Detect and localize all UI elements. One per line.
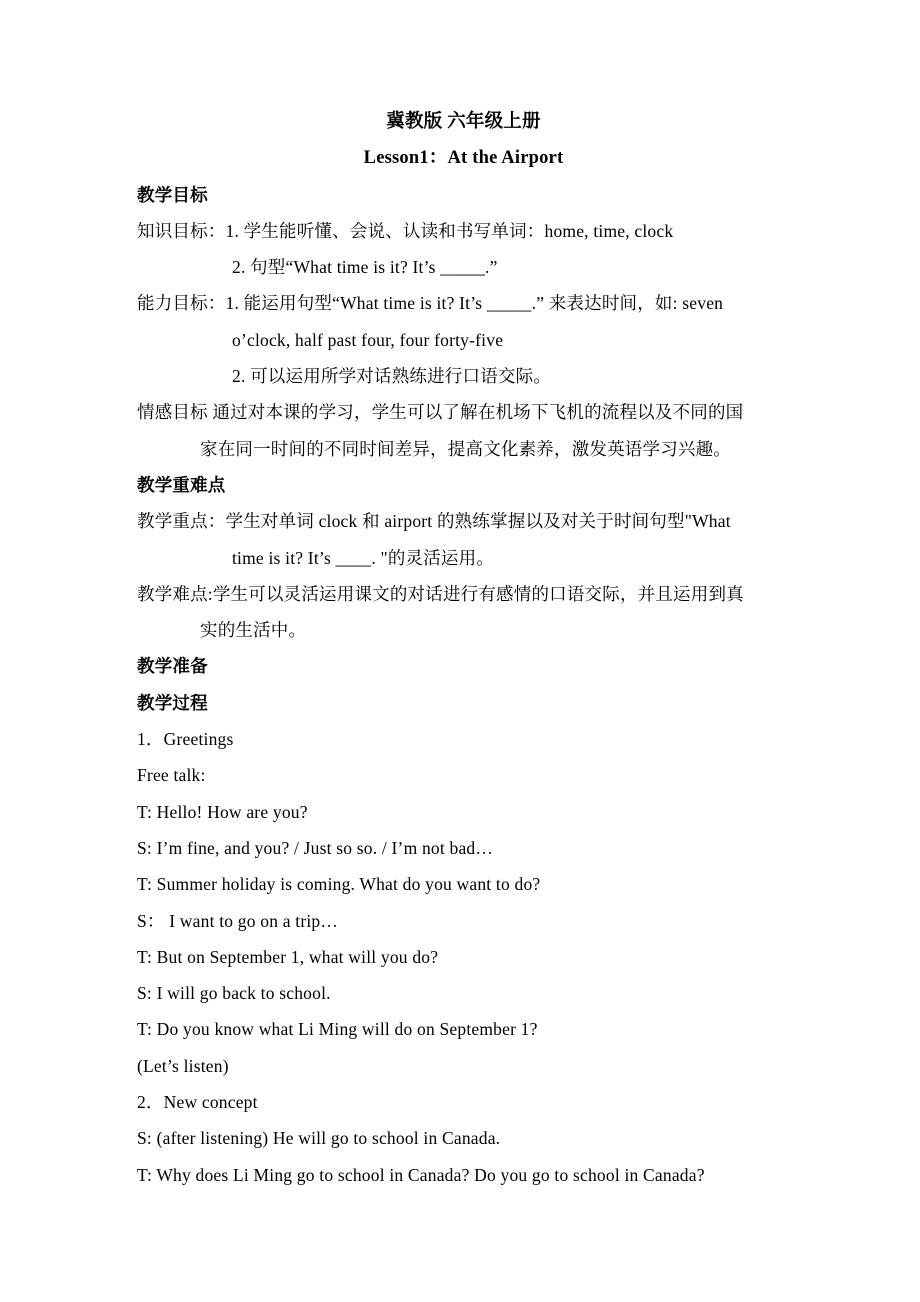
document-line: 教学难点:学生可以灵活运用课文的对话进行有感情的口语交际，并且运用到真 <box>137 583 744 604</box>
document-line: T: But on September 1, what will you do? <box>137 946 439 967</box>
section-heading-preparation: 教学准备 <box>137 656 208 677</box>
section-heading-objectives: 教学目标 <box>137 184 208 205</box>
document-line: 家在同一时间的不同时间差异，提高文化素养，激发英语学习兴趣。 <box>200 438 731 459</box>
document-line: S： I want to go on a trip… <box>137 910 339 931</box>
document-line: T: Hello! How are you? <box>137 801 308 822</box>
document-line: (Let’s listen) <box>137 1055 229 1076</box>
document-line: 知识目标：1. 学生能听懂、会说、认读和书写单词：home, time, clock <box>137 220 674 241</box>
document-line: S: I will go back to school. <box>137 983 331 1004</box>
section-heading-process: 教学过程 <box>137 692 208 713</box>
document-line: Free talk: <box>137 765 206 786</box>
document-line: 1．Greetings <box>137 729 234 750</box>
document-line: T: Summer holiday is coming. What do you want to do? <box>137 874 541 895</box>
document-line: 2. 可以运用所学对话熟练进行口语交际。 <box>232 366 551 387</box>
document-line: 能力目标：1. 能运用句型“What time is it? It’s _____.” 来表达时间，如: seven <box>137 293 724 314</box>
document-line: T: Do you know what Li Ming will do on September 1? <box>137 1019 538 1040</box>
document-line: 情感目标 通过对本课的学习，学生可以了解在机场下飞机的流程以及不同的国 <box>137 402 744 423</box>
document-line: 教学重点：学生对单词 clock 和 airport 的熟练掌握以及对关于时间句型"What <box>137 511 731 532</box>
document-subtitle: Lesson1：At the Airport <box>363 148 564 169</box>
document-line: 2．New concept <box>137 1092 258 1113</box>
document-line: o’clock, half past four, four forty-five <box>232 329 504 350</box>
section-heading-key-points: 教学重难点 <box>137 474 226 495</box>
document-line: 2. 句型“What time is it? It’s _____.” <box>232 257 498 278</box>
document-line: 实的生活中。 <box>200 620 307 641</box>
document-line: time is it? It’s ____. "的灵活运用。 <box>232 547 495 568</box>
document-line: S: I’m fine, and you? / Just so so. / I’m not bad… <box>137 837 494 858</box>
document-line: T: Why does Li Ming go to school in Canada? Do you go to school in Canada? <box>137 1164 705 1185</box>
document-title: 冀教版 六年级上册 <box>386 112 541 132</box>
document-line: S: (after listening) He will go to school in Canada. <box>137 1128 501 1149</box>
